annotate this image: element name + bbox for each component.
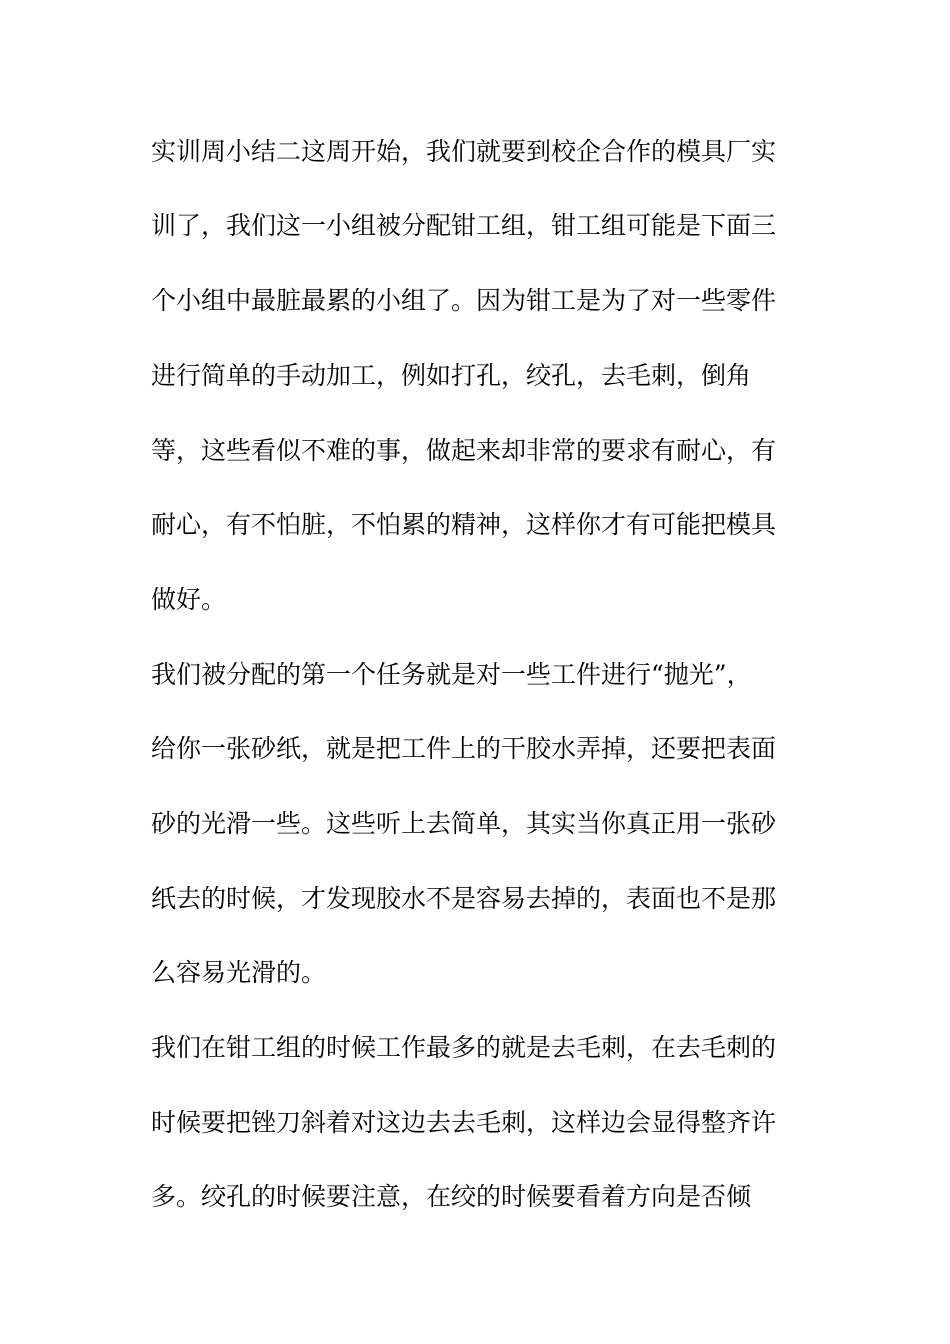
text-line: 么容易光滑的。 [151, 958, 327, 987]
text-line: 耐心，有不怕脏，不怕累的精神，这样你才有可能把模具 [151, 510, 777, 539]
text-line: 多。绞孔的时候要注意，在绞的时候要看着方向是否倾 [151, 1182, 752, 1211]
text-line: 实训周小结二这周开始，我们就要到校企合作的模具厂实 [151, 137, 777, 166]
text-line: 做好。 [151, 585, 227, 614]
text-line: 纸去的时候，才发现胶水不是容易去掉的，表面也不是那 [151, 884, 777, 913]
text-line: 时候要把锉刀斜着对这边去去毛刺，这样边会显得整齐许 [151, 1108, 777, 1137]
text-line: 砂的光滑一些。这些听上去简单，其实当你真正用一张砂 [151, 809, 777, 838]
text-line: 训了，我们这一小组被分配钳工组，钳工组可能是下面三 [151, 211, 777, 240]
text-line: 我们在钳工组的时候工作最多的就是去毛刺，在去毛刺的 [151, 1033, 777, 1062]
text-line: 个小组中最脏最累的小组了。因为钳工是为了对一些零件 [151, 286, 777, 315]
text-line: 我们被分配的第一个任务就是对一些工件进行“抛光”， [151, 660, 752, 689]
text-line: 给你一张砂纸，就是把工件上的干胶水弄掉，还要把表面 [151, 734, 777, 763]
text-line: 等，这些看似不难的事，做起来却非常的要求有耐心，有 [151, 436, 777, 465]
text-line: 进行简单的手动加工，例如打孔，绞孔，去毛刺，倒角 [151, 361, 752, 390]
